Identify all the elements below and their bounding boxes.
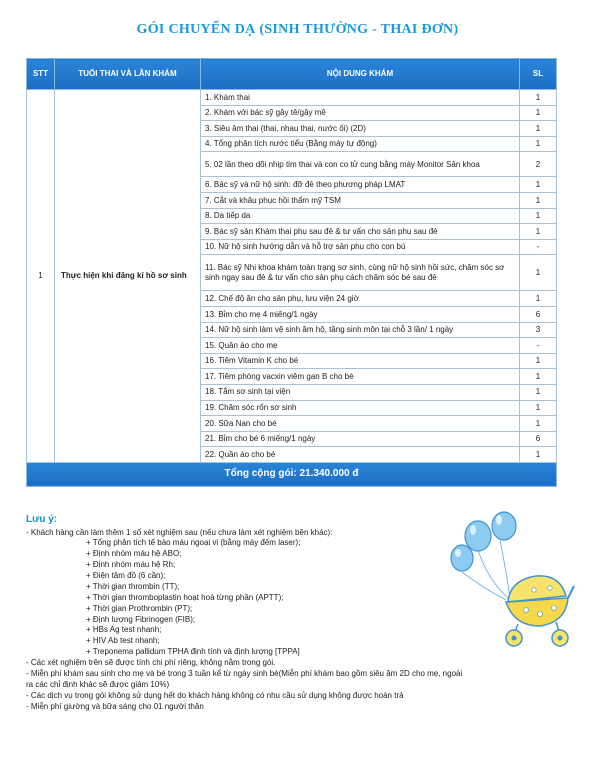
content-cell: 22. Quần áo cho bé	[201, 447, 520, 463]
quantity-cell: 1	[520, 384, 557, 400]
content-cell: 4. Tổng phân tích nước tiểu (Bằng máy tự động)	[201, 136, 520, 152]
quantity-cell: -	[520, 239, 557, 255]
content-cell: 1. Khám thai	[201, 90, 520, 106]
quantity-cell: 1	[520, 291, 557, 307]
content-cell: 9. Bác sỹ sản Khám thai phụ sau đẻ & tư vấn cho sản phụ sau đẻ	[201, 224, 520, 240]
quantity-cell: 1	[520, 369, 557, 385]
quantity-cell: 1	[520, 255, 557, 291]
content-cell: 3. Siêu âm thai (thai, nhau thai, nước ối) (2D)	[201, 121, 520, 137]
content-cell: 16. Tiêm Vitamin K cho bé	[201, 353, 520, 369]
table-header-row	[27, 59, 557, 90]
content-cell: 11. Bác sỹ Nhi khoa khám toàn trạng sơ sinh, cùng nữ hộ sinh hồi sức, chăm sóc sơ sinh ngay sau đẻ & tư vấn cho sản phụ cách chăm sóc bé sau đẻ	[201, 255, 520, 291]
note-item: - Miễn phí giường và bữa sáng cho 01 người thân	[26, 701, 204, 711]
quantity-cell: 1	[520, 416, 557, 432]
quantity-cell: 1	[520, 105, 557, 121]
test-item: + Định nhóm máu hệ Rh;	[86, 560, 176, 570]
notes-heading: Lưu ý:	[26, 514, 58, 525]
quantity-cell: 1	[520, 136, 557, 152]
quantity-cell: 2	[520, 152, 557, 177]
row-stt: 1	[27, 90, 55, 463]
header-age: TUỔI THAI VÀ LẦN KHÁM	[55, 59, 201, 90]
quantity-cell: 1	[520, 208, 557, 224]
content-cell: 2. Khám với bác sỹ gây tê/gây mê	[201, 105, 520, 121]
balloon-icon	[465, 521, 491, 551]
test-item: + Tổng phân tích tế bào máu ngoại vi (bằng máy đếm laser);	[86, 538, 301, 548]
content-cell: 12. Chế độ ăn cho sản phụ, lưu viện 24 giờ	[201, 291, 520, 307]
test-item: + Thời gian thrombin (TT);	[86, 581, 180, 591]
content-cell: 19. Chăm sóc rốn sơ sinh	[201, 400, 520, 416]
total-row	[27, 462, 557, 486]
quantity-cell: 1	[520, 353, 557, 369]
header-stt: STT	[27, 59, 55, 90]
test-item: + Thời gian thromboplastin hoạt hoá từng phần (APTT);	[86, 592, 284, 602]
content-cell: 15. Quần áo cho mẹ	[201, 338, 520, 354]
quantity-cell: 6	[520, 306, 557, 322]
content-cell: 20. Sữa Nan cho bé	[201, 416, 520, 432]
content-cell: 7. Cắt và khâu phục hồi thẩm mỹ TSM	[201, 192, 520, 208]
note-item: - Các dịch vụ trong gói không sử dụng hết do khách hàng không có nhu cầu sử dụng không được hoàn trả	[26, 690, 404, 700]
stroller-icon	[506, 576, 574, 646]
test-item: + Định lượng Fibrinogen (FIB);	[86, 614, 196, 624]
header-content: NỘI DUNG KHÁM	[201, 59, 520, 90]
quantity-cell: 1	[520, 121, 557, 137]
notes-section	[26, 513, 466, 712]
page-title: GÓI CHUYỂN DẠ (SINH THƯỜNG - THAI ĐƠN)	[136, 22, 459, 37]
note-item: - Các xét nghiệm trên sẽ được tính chi phí riêng, không nằm trong gói.	[26, 658, 276, 668]
content-cell: 5. 02 lần theo dõi nhịp tim thai và con co tử cung bằng máy Monitor Sản khoa	[201, 152, 520, 177]
balloon-icon	[451, 545, 473, 571]
content-cell: 13. Bỉm cho mẹ 4 miếng/1 ngày	[201, 306, 520, 322]
test-item: + Treponema pallidum TPHA định tính và định lượng [TPPA]	[86, 647, 300, 657]
quantity-cell: 3	[520, 322, 557, 338]
quantity-cell: 1	[520, 224, 557, 240]
age-group-cell: Thực hiện khi đăng kí hồ sơ sinh	[55, 90, 201, 463]
content-cell: 8. Da tiếp da	[201, 208, 520, 224]
content-cell: 14. Nữ hộ sinh làm vệ sinh âm hộ, tầng sinh môn tại chỗ 3 lần/ 1 ngày	[201, 322, 520, 338]
test-item: + Định nhóm máu hệ ABO;	[86, 549, 182, 559]
quantity-cell: 1	[520, 447, 557, 463]
quantity-cell: 1	[520, 90, 557, 106]
content-cell: 21. Bỉm cho bé 6 miếng/1 ngày	[201, 431, 520, 447]
test-item: + HIV Ab test nhanh;	[86, 636, 160, 646]
notes-intro: - Khách hàng cần làm thêm 1 số xét nghiệm sau (nếu chưa làm xét nghiệm bên khác):	[26, 527, 333, 537]
content-cell: 17. Tiêm phòng vacxin viêm gan B cho bé	[201, 369, 520, 385]
test-item: + HBs Ag test nhanh;	[86, 625, 162, 635]
header-sl: SL	[520, 59, 557, 90]
balloon-icon	[492, 512, 516, 540]
baby-stroller-illustration	[448, 510, 578, 650]
quantity-cell: -	[520, 338, 557, 354]
quantity-cell: 1	[520, 177, 557, 193]
total-price: Tổng cộng gói: 21.340.000 đ	[27, 462, 557, 486]
content-cell: 6. Bác sỹ và nữ hộ sinh: đỡ đẻ theo phương pháp LMAT	[201, 177, 520, 193]
quantity-cell: 1	[520, 400, 557, 416]
content-cell: 18. Tắm sơ sinh tại viện	[201, 384, 520, 400]
test-item: + Điện tâm đồ (6 cần);	[86, 571, 166, 581]
note-item: - Miễn phí khám sau sinh cho mẹ và bé trong 3 tuần kể từ ngày sinh bé(Miễn phí khám bao gồm siêu âm 2D cho mẹ, ngoài ra các chỉ định khác sẽ được giảm 10%)	[26, 668, 463, 689]
test-item: + Thời gian Prothrombin (PT);	[86, 603, 193, 613]
quantity-cell: 6	[520, 431, 557, 447]
content-cell: 10. Nữ hộ sinh hướng dẫn và hỗ trợ sản phụ cho con bú	[201, 239, 520, 255]
package-table	[26, 58, 557, 487]
quantity-cell: 1	[520, 192, 557, 208]
table-row	[27, 90, 557, 106]
